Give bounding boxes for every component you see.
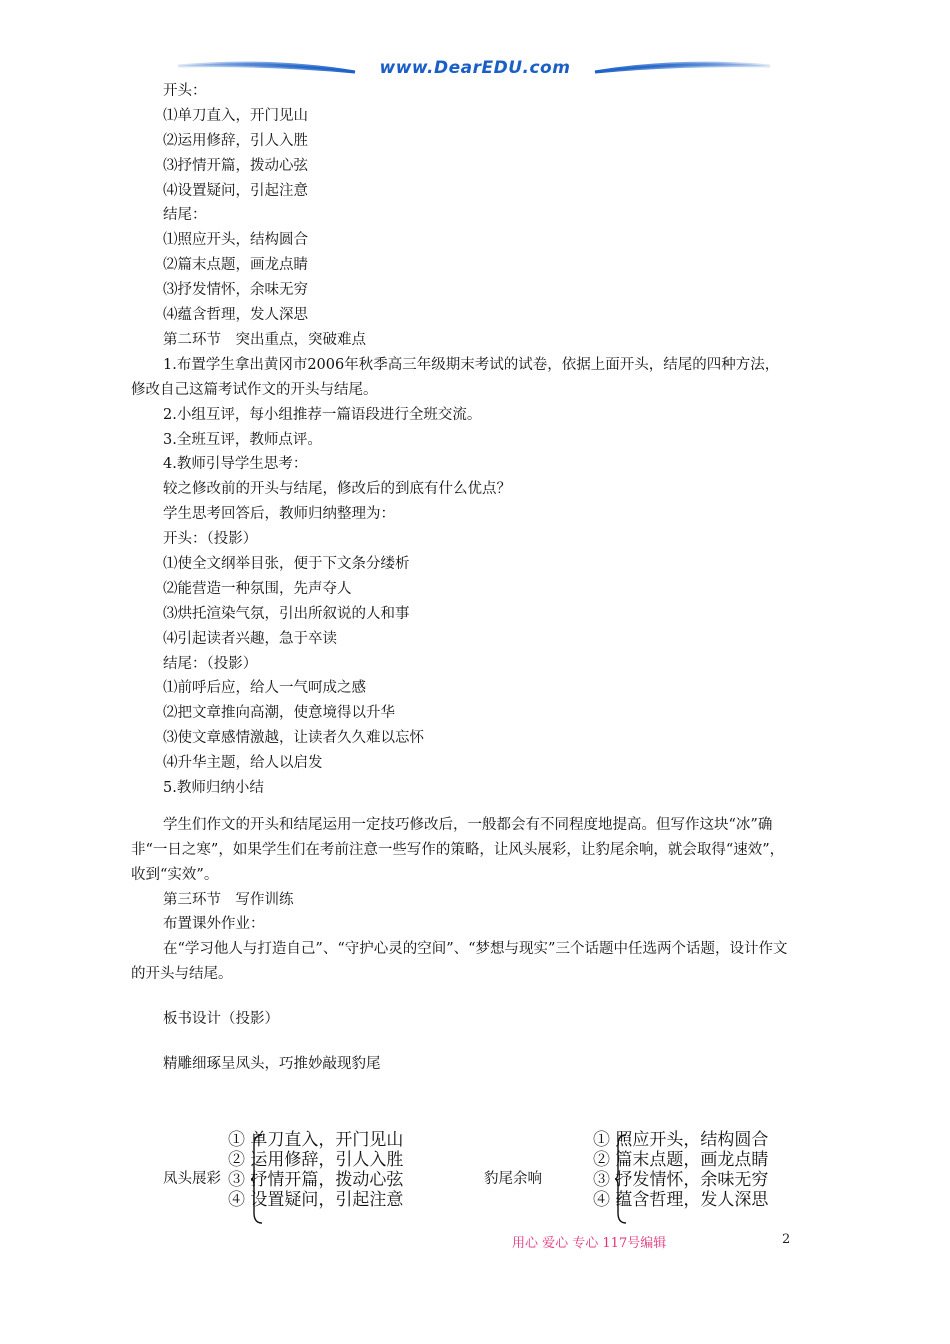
right-item: ② 篇末点题，画龙点睛 (593, 1150, 769, 1170)
right-item: ③ 抒发情怀，余味无穷 (593, 1170, 769, 1190)
right-item: ① 照应开头，结构圆合 (593, 1130, 769, 1150)
left-item: ① 单刀直入，开门见山 (228, 1130, 404, 1150)
text-line: ⑴使全文纲举目张，便于下文条分缕析 (163, 555, 410, 572)
paragraph-summary: 学生们作文的开头和结尾运用一定技巧修改后，一般都会有不同程度地提高。但写作这块“冰”确非“一日之寒”，如果学生们在考前注意一些写作的策略，让风头展彩，让豹尾余响，就会取得“速效”，收到“实效”。 (131, 816, 785, 883)
text-line: 较之修改前的开头与结尾，修改后的到底有什么优点？ (163, 481, 511, 498)
text-line: ⑴单刀直入，开门见山 (163, 107, 308, 124)
left-item: ④ 设置疑问，引起注意 (228, 1190, 404, 1210)
right-item: ④ 蕴含哲理，发人深思 (593, 1190, 769, 1210)
text-line: 学生思考回答后，教师归纳整理为： (163, 506, 395, 523)
text-line: ⑶使文章感情激越，让读者久久难以忘怀 (163, 730, 424, 747)
text-line: ⑶抒发情怀，余味无穷 (163, 282, 308, 299)
paragraph-homework: 在“学习他人与打造自己”、“守护心灵的空间”、“梦想与现实”三个话题中任选两个话题，设计作文的开头与结尾。 (131, 941, 788, 983)
text-line: ⑷蕴含哲理，发人深思 (163, 307, 308, 324)
text-line: ⑶抒情开篇，拨动心弦 (163, 157, 308, 174)
right-label: 豹尾余响 (484, 1171, 542, 1187)
left-item: ② 运用修辞，引人入胜 (228, 1150, 404, 1170)
left-label: 凤头展彩 (163, 1171, 221, 1187)
section-heading: 第三环节 写作训练 (163, 891, 294, 908)
text-line: ⑴照应开头，结构圆合 (163, 232, 308, 249)
page-number: 2 (782, 1232, 791, 1247)
text-line: 5.教师归纳小结 (163, 779, 264, 796)
text-line: 2.小组互评，每小组推荐一篇语段进行全班交流。 (163, 406, 482, 423)
board-motto: 精雕细琢呈凤头，巧推妙敲现豹尾 (163, 1056, 381, 1073)
text-line: 结尾： (163, 207, 207, 224)
text-line: ⑵运用修辞，引人入胜 (163, 132, 308, 149)
text-line: ⑷升华主题，给人以启发 (163, 755, 323, 772)
footer-credit: 用心 爱心 专心 117号编辑 (512, 1236, 667, 1251)
board-title: 板书设计（投影） (163, 1011, 279, 1028)
text-line: ⑴前呼后应，给人一气呵成之感 (163, 680, 366, 697)
text-line: ⑵能营造一种氛围，先声夺人 (163, 580, 352, 597)
text-line: ⑵篇末点题，画龙点睛 (163, 257, 308, 274)
paragraph-step1: 1.布置学生拿出黄冈市2006年秋季高三年级期末考试的试卷，依据上面开头，结尾的四种方法，修改自己这篇考试作文的开头与结尾。 (131, 356, 780, 398)
left-item: ③ 抒情开篇，拨动心弦 (228, 1170, 404, 1190)
board-design (0, 1125, 950, 1225)
text-line: ⑵把文章推向高潮，使意境得以升华 (163, 705, 395, 722)
text-line: 开头：（投影） (163, 531, 258, 548)
section-heading: 第二环节 突出重点，突破难点 (163, 331, 366, 348)
lesson-content (131, 79, 823, 1077)
text-line: 4.教师引导学生思考： (163, 456, 308, 473)
text-line: 开头： (163, 83, 207, 99)
text-line: 结尾：（投影） (163, 655, 258, 672)
text-line: 3.全班互评，教师点评。 (163, 431, 322, 448)
site-name[interactable]: www.DearEDU.com (379, 58, 571, 78)
text-line: ⑷引起读者兴趣，急于卒读 (163, 630, 337, 647)
text-line: ⑶烘托渲染气氛，引出所叙说的人和事 (163, 605, 410, 622)
text-line: 布置课外作业： (163, 916, 265, 933)
text-line: ⑷设置疑问，引起注意 (163, 182, 308, 199)
